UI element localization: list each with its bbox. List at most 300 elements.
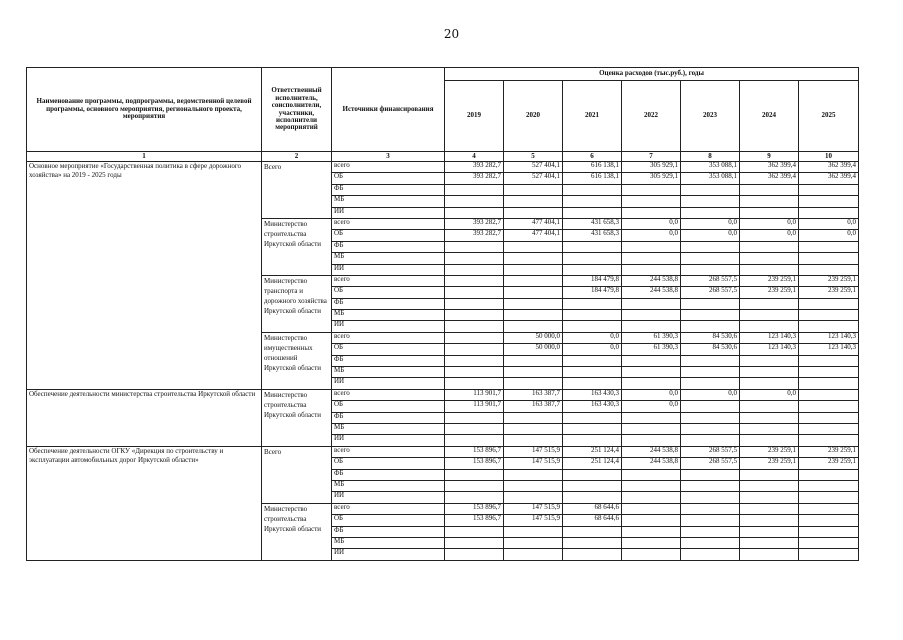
header-executor: Ответственный исполнитель, соисполнители, участники, исполнители мероприятий (262, 68, 332, 152)
amount-cell (799, 241, 859, 252)
amount-cell (504, 241, 563, 252)
funding-source: ОБ (332, 173, 445, 184)
amount-cell: 239 259,1 (799, 287, 859, 298)
amount-cell: 244 538,8 (622, 275, 681, 286)
funding-source: ИИ (332, 549, 445, 560)
amount-cell (799, 401, 859, 412)
amount-cell: 163 387,7 (504, 389, 563, 400)
amount-cell (445, 367, 504, 378)
amount-cell: 0,0 (681, 230, 740, 241)
amount-cell (740, 423, 799, 434)
amount-cell: 239 259,1 (740, 458, 799, 469)
amount-cell: 527 404,1 (504, 173, 563, 184)
amount-cell: 251 124,4 (563, 446, 622, 457)
amount-cell (563, 469, 622, 480)
amount-cell: 113 901,7 (445, 389, 504, 400)
executor-name: Всего (262, 446, 332, 503)
amount-cell: 431 658,3 (563, 218, 622, 229)
funding-source: МБ (332, 423, 445, 434)
header-year: 2025 (799, 81, 859, 152)
amount-cell (445, 423, 504, 434)
amount-cell (681, 378, 740, 389)
amount-cell: 244 538,8 (622, 446, 681, 457)
amount-cell (445, 275, 504, 286)
amount-cell (504, 321, 563, 332)
amount-cell (622, 378, 681, 389)
funding-source: всего (332, 162, 445, 173)
amount-cell (445, 492, 504, 503)
amount-cell (681, 241, 740, 252)
amount-cell: 268 557,5 (681, 287, 740, 298)
amount-cell (504, 549, 563, 560)
amount-cell (622, 241, 681, 252)
amount-cell (445, 241, 504, 252)
amount-cell: 244 538,8 (622, 287, 681, 298)
amount-cell (445, 264, 504, 275)
amount-cell: 251 124,4 (563, 458, 622, 469)
amount-cell: 147 515,9 (504, 446, 563, 457)
amount-cell (504, 367, 563, 378)
amount-cell (563, 207, 622, 218)
amount-cell: 431 658,3 (563, 230, 622, 241)
amount-cell: 153 896,7 (445, 458, 504, 469)
executor-name: Министерство строительства Иркутской области (262, 389, 332, 446)
amount-cell (445, 253, 504, 264)
amount-cell: 184 479,8 (563, 275, 622, 286)
header-year: 2020 (504, 81, 563, 152)
funding-source: МБ (332, 537, 445, 548)
amount-cell: 362 399,4 (740, 162, 799, 173)
amount-cell: 163 430,3 (563, 401, 622, 412)
funding-source: ОБ (332, 230, 445, 241)
amount-cell (740, 526, 799, 537)
amount-cell: 153 896,7 (445, 515, 504, 526)
executor-name: Министерство строительства Иркутской области (262, 218, 332, 275)
amount-cell (681, 264, 740, 275)
table-row (27, 162, 859, 173)
column-number: 9 (740, 152, 799, 162)
amount-cell (622, 207, 681, 218)
amount-cell: 239 259,1 (799, 458, 859, 469)
amount-cell: 0,0 (740, 230, 799, 241)
amount-cell (445, 549, 504, 560)
amount-cell (799, 469, 859, 480)
amount-cell: 268 557,5 (681, 446, 740, 457)
amount-cell (740, 184, 799, 195)
amount-cell (563, 298, 622, 309)
amount-cell (445, 184, 504, 195)
funding-source: всего (332, 389, 445, 400)
amount-cell: 477 404,1 (504, 218, 563, 229)
executor-name: Всего (262, 162, 332, 219)
amount-cell (799, 526, 859, 537)
amount-cell (622, 526, 681, 537)
amount-cell (563, 310, 622, 321)
amount-cell (799, 378, 859, 389)
amount-cell (445, 378, 504, 389)
amount-cell: 393 282,7 (445, 173, 504, 184)
funding-source: ФБ (332, 241, 445, 252)
amount-cell: 527 404,1 (504, 162, 563, 173)
amount-cell: 0,0 (563, 332, 622, 343)
amount-cell (563, 480, 622, 491)
column-number: 5 (504, 152, 563, 162)
amount-cell: 0,0 (622, 389, 681, 400)
header-year: 2021 (563, 81, 622, 152)
amount-cell: 0,0 (622, 218, 681, 229)
amount-cell (740, 196, 799, 207)
amount-cell: 362 399,4 (740, 173, 799, 184)
amount-cell: 244 538,8 (622, 458, 681, 469)
amount-cell (799, 503, 859, 514)
amount-cell (504, 423, 563, 434)
amount-cell: 163 430,3 (563, 389, 622, 400)
amount-cell: 239 259,1 (740, 287, 799, 298)
amount-cell (563, 196, 622, 207)
amount-cell (622, 423, 681, 434)
amount-cell: 393 282,7 (445, 162, 504, 173)
amount-cell (740, 435, 799, 446)
amount-cell (622, 310, 681, 321)
amount-cell: 239 259,1 (799, 446, 859, 457)
amount-cell: 362 399,4 (799, 162, 859, 173)
header-source: Источники финансирования (332, 68, 445, 152)
amount-cell (799, 423, 859, 434)
amount-cell (740, 492, 799, 503)
funding-source: всего (332, 503, 445, 514)
amount-cell (504, 287, 563, 298)
amount-cell (445, 480, 504, 491)
amount-cell (563, 537, 622, 548)
amount-cell: 393 282,7 (445, 230, 504, 241)
funding-source: ФБ (332, 469, 445, 480)
amount-cell (799, 184, 859, 195)
amount-cell (445, 435, 504, 446)
amount-cell (681, 526, 740, 537)
amount-cell (740, 401, 799, 412)
executor-name: Министерство транспорта и дорожного хозяйства Иркутской области (262, 275, 332, 332)
amount-cell (563, 367, 622, 378)
amount-cell (622, 298, 681, 309)
amount-cell (799, 492, 859, 503)
amount-cell (622, 480, 681, 491)
amount-cell (681, 253, 740, 264)
funding-source: ОБ (332, 458, 445, 469)
amount-cell (445, 207, 504, 218)
amount-cell (504, 526, 563, 537)
amount-cell (799, 435, 859, 446)
amount-cell (799, 480, 859, 491)
amount-cell: 0,0 (799, 230, 859, 241)
amount-cell: 123 140,3 (799, 332, 859, 343)
amount-cell (681, 480, 740, 491)
amount-cell (681, 355, 740, 366)
amount-cell: 0,0 (681, 389, 740, 400)
amount-cell (563, 355, 622, 366)
amount-cell (622, 253, 681, 264)
amount-cell: 0,0 (563, 344, 622, 355)
amount-cell (504, 264, 563, 275)
amount-cell (445, 537, 504, 548)
amount-cell (504, 196, 563, 207)
amount-cell (681, 321, 740, 332)
amount-cell (563, 241, 622, 252)
amount-cell (445, 321, 504, 332)
amount-cell (622, 492, 681, 503)
amount-cell: 84 530,6 (681, 332, 740, 343)
funding-source: всего (332, 332, 445, 343)
amount-cell (681, 412, 740, 423)
amount-cell (740, 367, 799, 378)
amount-cell (622, 549, 681, 560)
amount-cell: 113 901,7 (445, 401, 504, 412)
amount-cell: 0,0 (740, 389, 799, 400)
amount-cell (622, 321, 681, 332)
amount-cell: 68 644,6 (563, 515, 622, 526)
amount-cell: 123 140,3 (740, 344, 799, 355)
amount-cell (740, 503, 799, 514)
amount-cell (622, 515, 681, 526)
amount-cell: 0,0 (681, 218, 740, 229)
amount-cell (622, 537, 681, 548)
amount-cell (504, 412, 563, 423)
funding-source: ФБ (332, 355, 445, 366)
table-row (27, 389, 859, 400)
amount-cell: 268 557,5 (681, 275, 740, 286)
amount-cell (740, 355, 799, 366)
amount-cell (504, 184, 563, 195)
amount-cell (622, 264, 681, 275)
amount-cell (504, 355, 563, 366)
amount-cell: 147 515,9 (504, 503, 563, 514)
column-number: 8 (681, 152, 740, 162)
amount-cell (799, 515, 859, 526)
amount-cell: 50 000,0 (504, 332, 563, 343)
amount-cell (445, 310, 504, 321)
funding-source: ИИ (332, 435, 445, 446)
funding-source: ИИ (332, 264, 445, 275)
amount-cell (563, 264, 622, 275)
funding-source: ФБ (332, 526, 445, 537)
amount-cell (622, 503, 681, 514)
amount-cell: 305 929,1 (622, 173, 681, 184)
amount-cell: 123 140,3 (740, 332, 799, 343)
column-number: 1 (27, 152, 262, 162)
amount-cell (563, 549, 622, 560)
funding-source: всего (332, 218, 445, 229)
amount-cell (799, 207, 859, 218)
funding-source: ФБ (332, 298, 445, 309)
amount-cell: 616 138,1 (563, 173, 622, 184)
amount-cell (563, 321, 622, 332)
amount-cell (504, 480, 563, 491)
funding-source: ФБ (332, 412, 445, 423)
amount-cell (681, 310, 740, 321)
amount-cell: 239 259,1 (799, 275, 859, 286)
header-estimate: Оценка расходов (тыс.руб.), годы (445, 68, 859, 81)
amount-cell (740, 321, 799, 332)
page-number: 20 (443, 27, 460, 41)
amount-cell: 353 088,1 (681, 173, 740, 184)
column-number: 10 (799, 152, 859, 162)
funding-source: МБ (332, 367, 445, 378)
amount-cell (563, 184, 622, 195)
amount-cell (799, 537, 859, 548)
amount-cell (563, 253, 622, 264)
amount-cell: 0,0 (622, 401, 681, 412)
amount-cell (504, 253, 563, 264)
column-number: 6 (563, 152, 622, 162)
amount-cell (799, 367, 859, 378)
header-year: 2022 (622, 81, 681, 152)
amount-cell (740, 515, 799, 526)
amount-cell (740, 480, 799, 491)
amount-cell: 239 259,1 (740, 446, 799, 457)
amount-cell (799, 253, 859, 264)
amount-cell (681, 367, 740, 378)
amount-cell (740, 207, 799, 218)
amount-cell (681, 401, 740, 412)
amount-cell: 353 088,1 (681, 162, 740, 173)
funding-source: ОБ (332, 344, 445, 355)
funding-source: МБ (332, 253, 445, 264)
amount-cell (681, 207, 740, 218)
amount-cell: 362 399,4 (799, 173, 859, 184)
executor-name: Министерство имущественных отношений Иркутской области (262, 332, 332, 389)
amount-cell (799, 298, 859, 309)
amount-cell (740, 310, 799, 321)
amount-cell (740, 298, 799, 309)
column-number: 4 (445, 152, 504, 162)
amount-cell (681, 537, 740, 548)
program-name: Обеспечение деятельности ОГКУ «Дирекция по строительству и эксплуатации автомобильных дорог Иркутской области» (27, 446, 262, 560)
amount-cell: 477 404,1 (504, 230, 563, 241)
amount-cell (445, 287, 504, 298)
amount-cell (563, 526, 622, 537)
amount-cell (622, 435, 681, 446)
amount-cell (681, 492, 740, 503)
executor-name: Министерство строительства Иркутской области (262, 503, 332, 560)
amount-cell: 50 000,0 (504, 344, 563, 355)
program-name: Обеспечение деятельности министерства строительства Иркутской области (27, 389, 262, 446)
amount-cell (504, 537, 563, 548)
amount-cell: 184 479,8 (563, 287, 622, 298)
amount-cell (622, 196, 681, 207)
amount-cell (622, 412, 681, 423)
amount-cell (681, 503, 740, 514)
amount-cell (445, 355, 504, 366)
funding-source: ИИ (332, 492, 445, 503)
amount-cell (740, 264, 799, 275)
header-year: 2023 (681, 81, 740, 152)
amount-cell (681, 469, 740, 480)
amount-cell (681, 423, 740, 434)
amount-cell (445, 298, 504, 309)
amount-cell (799, 412, 859, 423)
amount-cell (445, 196, 504, 207)
amount-cell (504, 275, 563, 286)
funding-source: ИИ (332, 321, 445, 332)
funding-source: МБ (332, 196, 445, 207)
amount-cell (799, 321, 859, 332)
column-number: 3 (332, 152, 445, 162)
amount-cell (445, 332, 504, 343)
header-name: Наименование программы, подпрограммы, ведомственной целевой программы, основного мероприятия, регионального проекта, мероприятия (27, 68, 262, 152)
funding-source: МБ (332, 480, 445, 491)
amount-cell: 68 644,6 (563, 503, 622, 514)
amount-cell (681, 184, 740, 195)
funding-source: МБ (332, 310, 445, 321)
amount-cell: 147 515,9 (504, 515, 563, 526)
amount-cell (563, 378, 622, 389)
amount-cell (740, 537, 799, 548)
amount-cell (799, 389, 859, 400)
amount-cell (445, 412, 504, 423)
amount-cell (681, 435, 740, 446)
amount-cell (740, 378, 799, 389)
amount-cell (799, 264, 859, 275)
funding-source: ИИ (332, 378, 445, 389)
program-name: Основное мероприятие «Государственная политика в сфере дорожного хозяйства» на 2019 - 2025 годы (27, 162, 262, 390)
column-number: 2 (262, 152, 332, 162)
funding-source: всего (332, 446, 445, 457)
amount-cell (504, 492, 563, 503)
amount-cell (504, 378, 563, 389)
amount-cell (445, 469, 504, 480)
amount-cell (622, 355, 681, 366)
amount-cell (681, 515, 740, 526)
amount-cell (740, 469, 799, 480)
amount-cell (504, 310, 563, 321)
amount-cell: 268 557,5 (681, 458, 740, 469)
funding-source: ОБ (332, 515, 445, 526)
amount-cell (563, 435, 622, 446)
amount-cell: 84 530,6 (681, 344, 740, 355)
amount-cell: 0,0 (740, 218, 799, 229)
amount-cell (681, 549, 740, 560)
amount-cell: 153 896,7 (445, 503, 504, 514)
amount-cell: 616 138,1 (563, 162, 622, 173)
amount-cell: 393 282,7 (445, 218, 504, 229)
amount-cell (504, 298, 563, 309)
amount-cell: 163 387,7 (504, 401, 563, 412)
amount-cell: 153 896,7 (445, 446, 504, 457)
amount-cell (799, 549, 859, 560)
amount-cell (799, 310, 859, 321)
amount-cell: 0,0 (799, 218, 859, 229)
table-row (27, 446, 859, 457)
amount-cell (563, 412, 622, 423)
amount-cell (740, 241, 799, 252)
amount-cell (799, 355, 859, 366)
budget-table (26, 67, 859, 561)
amount-cell (622, 469, 681, 480)
funding-source: ИИ (332, 207, 445, 218)
funding-source: всего (332, 275, 445, 286)
amount-cell (504, 207, 563, 218)
header-year: 2024 (740, 81, 799, 152)
amount-cell: 61 390,3 (622, 344, 681, 355)
amount-cell (622, 184, 681, 195)
amount-cell (622, 367, 681, 378)
amount-cell: 239 259,1 (740, 275, 799, 286)
amount-cell: 0,0 (622, 230, 681, 241)
funding-source: ОБ (332, 287, 445, 298)
amount-cell (799, 196, 859, 207)
amount-cell (563, 492, 622, 503)
amount-cell (563, 423, 622, 434)
amount-cell (740, 253, 799, 264)
